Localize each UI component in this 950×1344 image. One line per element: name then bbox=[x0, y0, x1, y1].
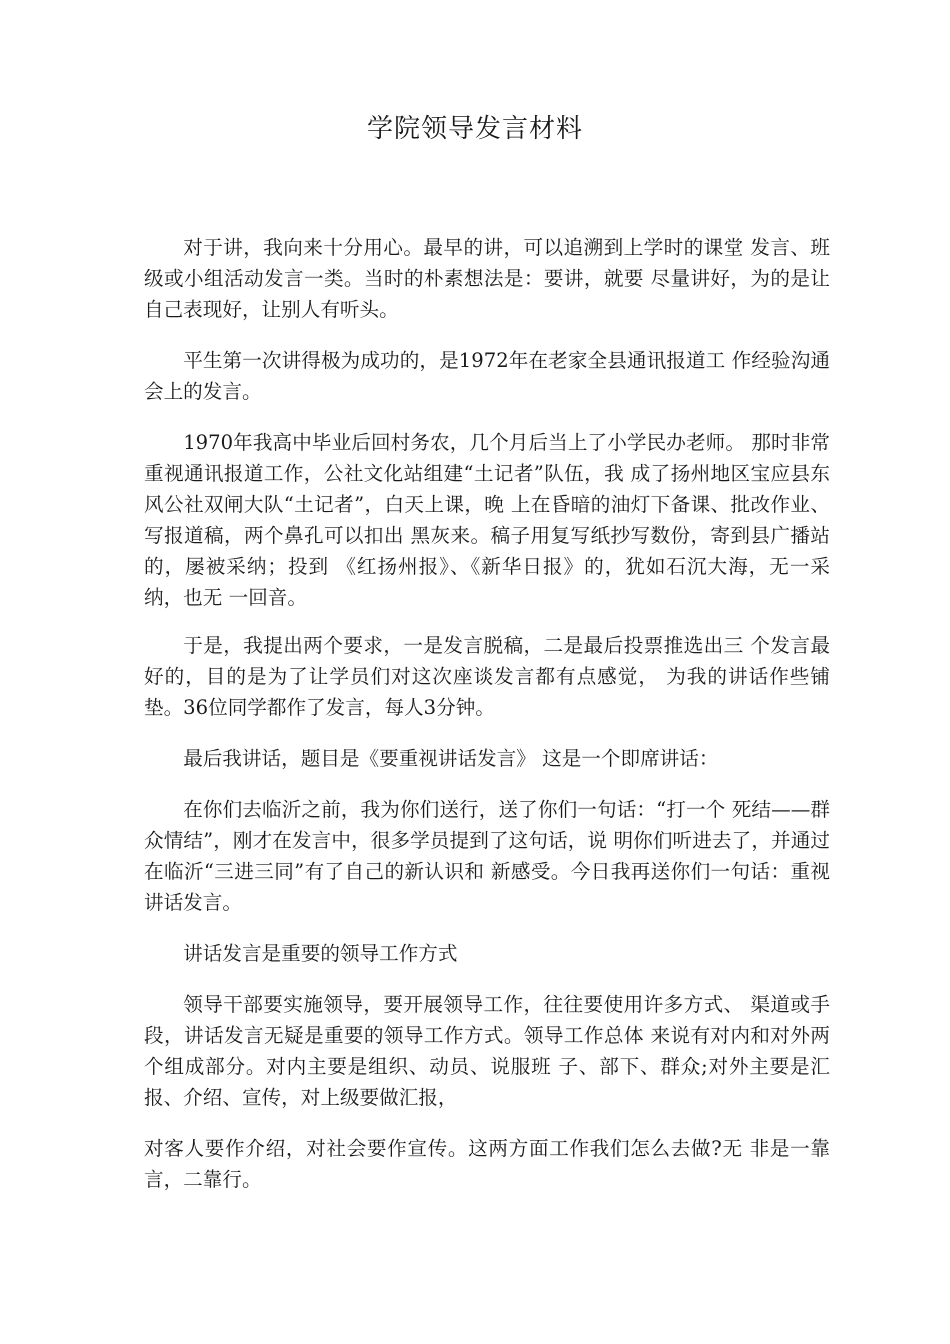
paragraph-2: 平生第一次讲得极为成功的，是1972年在老家全县通讯报道工 作经验沟通会上的发言。 bbox=[144, 349, 830, 403]
paragraph-4: 于是，我提出两个要求，一是发言脱稿，二是最后投票推选出三 个发言最好的，目的是为了让学员们对这次座谈发言都有点感觉， 为我的讲话作些铺垫。36位同学都作了发言，每人3分钟。 bbox=[144, 634, 830, 719]
document-title: 学院领导发言材料 bbox=[366, 114, 583, 144]
paragraph-8: 对客人要作介绍，对社会要作宣传。这两方面工作我们怎么去做?无 非是一靠言，二靠行。 bbox=[144, 1137, 830, 1191]
paragraph-3: 1970年我高中毕业后回村务农，几个月后当上了小学民办老师。 那时非常重视通讯报道工作，公社文化站组建“土记者”队伍，我 成了扬州地区宝应县东风公社双闸大队“土记者”，白天上课，晚 上在昏暗的油灯下备课、批改作业、写报道稿，两个鼻孔可以扣出 黑灰来。稿子用复写纸抄写数份，寄到县广播站的，屡被采纳；投到 《红扬州报》、《新华日报》的，犹如石沉大海，无一采纳，也无 一回音。 bbox=[144, 431, 830, 609]
paragraph-6: 在你们去临沂之前，我为你们送行，送了你们一句话：“打一个 死结——群众情结”，刚才在发言中，很多学员提到了这句话，说 明你们听进去了，并通过在临沂“三进三同”有了自己的新认识和 新感受。今日我再送你们一句话：重视讲话发言。 bbox=[144, 798, 830, 914]
paragraph-7: 领导干部要实施领导，要开展领导工作，往往要使用许多方式、 渠道或手段，讲话发言无疑是重要的领导工作方式。领导工作总体 来说有对内和对外两个组成部分。对内主要是组织、动员、说服班 子、部下、群众;对外主要是汇报、介绍、宣传，对上级要做汇报， bbox=[144, 993, 830, 1109]
section-heading: 讲话发言是重要的领导工作方式 bbox=[183, 942, 458, 965]
document-body bbox=[144, 232, 830, 1195]
paragraph-1: 对于讲，我向来十分用心。最早的讲，可以追溯到上学时的课堂 发言、班级或小组活动发言一类。当时的朴素想法是：要讲，就要 尽量讲好，为的是让自己表现好，让别人有听头。 bbox=[144, 236, 830, 321]
paragraph-5: 最后我讲话，题目是《要重视讲话发言》 这是一个即席讲话： bbox=[183, 747, 719, 770]
